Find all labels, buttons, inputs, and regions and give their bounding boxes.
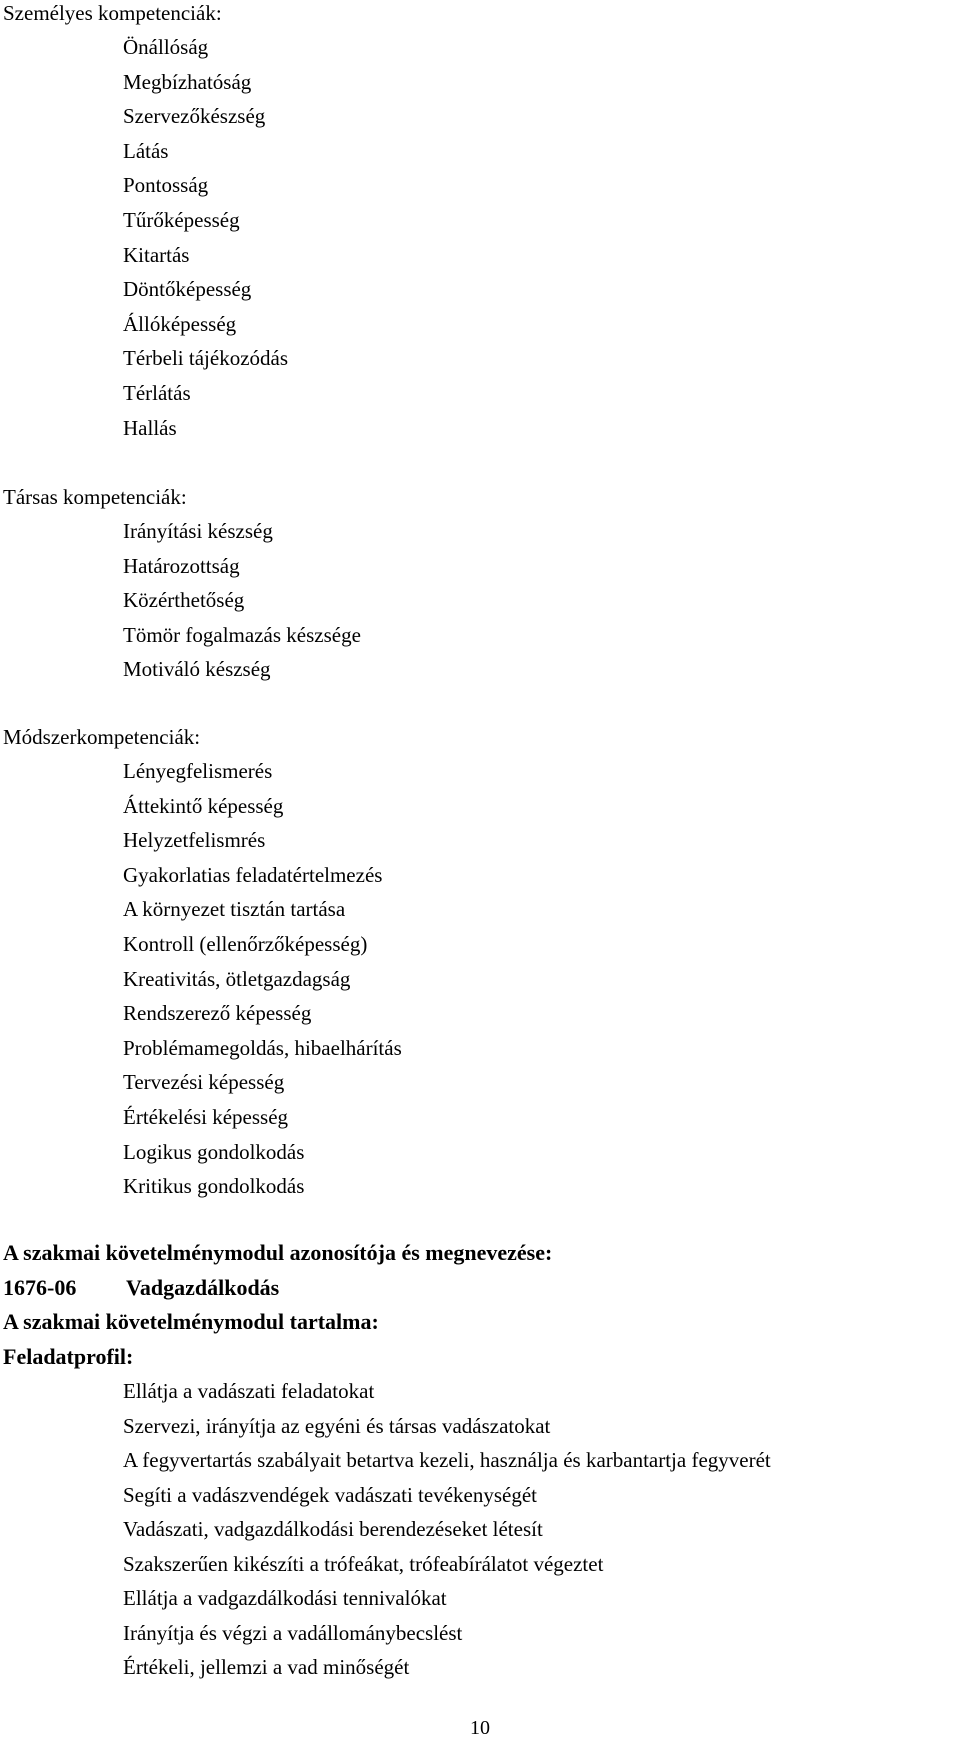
list-item: Kitartás (123, 242, 190, 267)
list-item: Térlátás (123, 380, 191, 405)
list-item: Döntőképesség (123, 277, 252, 302)
method-heading: Módszerkompetenciák: (3, 725, 201, 749)
list-item: Logikus gondolkodás (123, 1139, 305, 1164)
method-list (3, 754, 953, 1204)
list-item: Motiváló készség (123, 657, 271, 682)
list-item: Rendszerező képesség (123, 1001, 312, 1026)
list-item: Tűrőképesség (123, 207, 240, 232)
personal-heading: Személyes kompetenciák: (3, 1, 222, 25)
task-profile-list (3, 1374, 953, 1685)
list-item: Határozottság (123, 553, 240, 578)
list-item: Tömör fogalmazás készsége (123, 622, 361, 647)
list-item: Állóképesség (123, 311, 237, 336)
module-content-heading: A szakmai követelménymodul tartalma: (3, 1309, 379, 1334)
social-competencies (3, 480, 953, 687)
list-item: Vadászati, vadgazdálkodási berendezéseket létesít (123, 1517, 543, 1541)
module-code-row (3, 1271, 953, 1306)
list-item: A fegyvertartás szabályait betartva kezeli, használja és karbantartja fegyverét (123, 1448, 771, 1472)
list-item: Szakszerűen kikészíti a trófeákat, trófeabírálatot végeztet (123, 1551, 604, 1576)
list-item: Kreativitás, ötletgazdagság (123, 966, 351, 991)
social-heading: Társas kompetenciák: (3, 485, 187, 509)
task-profile-heading: Feladatprofil: (3, 1343, 134, 1369)
module-section (3, 1236, 953, 1685)
list-item: Szervezi, irányítja az egyéni és társas vadászatokat (123, 1413, 551, 1438)
list-item: Szervezőkészség (123, 104, 266, 129)
list-item: Tervezési képesség (123, 1070, 285, 1095)
list-item: Értékeli, jellemzi a vad minőségét (123, 1655, 410, 1679)
list-item: Ellátja a vadgazdálkodási tennivalókat (123, 1586, 447, 1610)
list-item: Irányítási készség (123, 519, 273, 543)
list-item: Látás (123, 138, 169, 163)
list-item: Kontroll (ellenőrzőképesség) (123, 931, 368, 956)
list-item: Megbízhatóság (123, 69, 252, 94)
module-id-heading: A szakmai követelménymodul azonosítója és megnevezése: (3, 1240, 553, 1265)
list-item: A környezet tisztán tartása (123, 897, 346, 922)
list-item: Pontosság (123, 173, 209, 198)
list-item: Irányítja és végzi a vadállománybecslést (123, 1620, 463, 1645)
page-number: 10 (470, 1717, 490, 1739)
list-item: Lényegfelismerés (123, 759, 273, 783)
list-item: Önállóság (123, 35, 209, 59)
list-item: Hallás (123, 415, 177, 440)
social-list (3, 514, 953, 687)
list-item: Gyakorlatias feladatértelmezés (123, 862, 383, 887)
list-item: Közérthetőség (123, 588, 245, 613)
module-name: Vadgazdálkodás (126, 1274, 280, 1300)
personal-competencies (3, 0, 953, 445)
personal-list (3, 30, 953, 445)
list-item: Áttekintő képesség (123, 793, 284, 818)
list-item: Problémamegoldás, hibaelhárítás (123, 1035, 402, 1060)
list-item: Kritikus gondolkodás (123, 1174, 305, 1199)
list-item: Helyzetfelismrés (123, 828, 266, 853)
module-code: 1676-06 (3, 1274, 77, 1300)
list-item: Ellátja a vadászati feladatokat (123, 1379, 375, 1403)
list-item: Térbeli tájékozódás (123, 346, 289, 371)
list-item: Segíti a vadászvendégek vadászati tevékenységét (123, 1482, 537, 1507)
method-competencies (3, 720, 953, 1204)
list-item: Értékelési képesség (123, 1104, 289, 1129)
